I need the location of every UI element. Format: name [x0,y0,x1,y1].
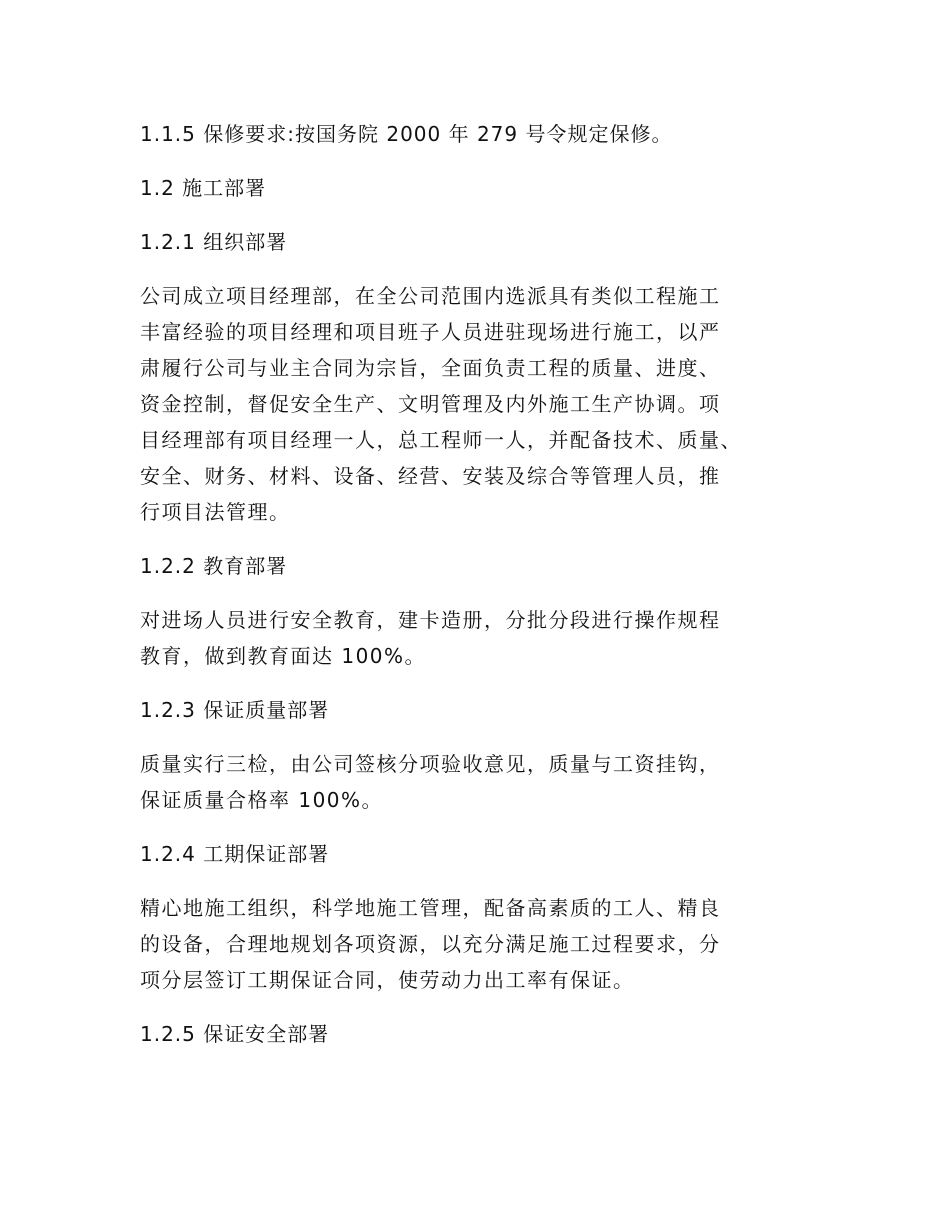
text-line: 教育，做到教育面达 100%。 [140,644,427,668]
section-heading-1-2-3: 1.2.3 保证质量部署 [140,698,330,722]
section-heading-1-2-1: 1.2.1 组织部署 [140,230,288,254]
text-line: 公司成立项目经理部，在全公司范围内选派具有类似工程施工 [140,284,721,308]
text-line: 行项目法管理。 [140,500,291,524]
paragraph-education [140,602,820,674]
text-line: 对进场人员进行安全教育，建卡造册，分批分段进行操作规程 [140,608,721,632]
paragraph-quality [140,746,820,818]
text-line: 安全、财务、材料、设备、经营、安装及综合等管理人员，推 [140,464,721,488]
paragraph-organization [140,278,820,530]
section-heading-1-2-4: 1.2.4 工期保证部署 [140,842,330,866]
section-heading-1-1-5: 1.1.5 保修要求:按国务院 2000 年 279 号令规定保修。 [140,122,673,146]
text-line: 丰富经验的项目经理和项目班子人员进驻现场进行施工，以严 [140,320,721,344]
text-line: 精心地施工组织，科学地施工管理，配备高素质的工人、精良 [140,896,721,920]
text-line: 肃履行公司与业主合同为宗旨，全面负责工程的质量、进度、 [140,356,721,380]
text-line: 保证质量合格率 100%。 [140,788,384,812]
document-page [140,116,820,1070]
section-heading-1-2-5: 1.2.5 保证安全部署 [140,1022,330,1046]
text-line: 目经理部有项目经理一人，总工程师一人，并配备技术、质量、 [140,428,742,452]
section-heading-1-2: 1.2 施工部署 [140,176,267,200]
text-line: 质量实行三检，由公司签核分项验收意见，质量与工资挂钩， [140,752,721,776]
text-line: 资金控制，督促安全生产、文明管理及内外施工生产协调。项 [140,392,721,416]
text-line: 的设备，合理地规划各项资源，以充分满足施工过程要求，分 [140,932,721,956]
paragraph-schedule [140,890,820,998]
text-line: 项分层签订工期保证合同，使劳动力出工率有保证。 [140,968,635,992]
section-heading-1-2-2: 1.2.2 教育部署 [140,554,288,578]
